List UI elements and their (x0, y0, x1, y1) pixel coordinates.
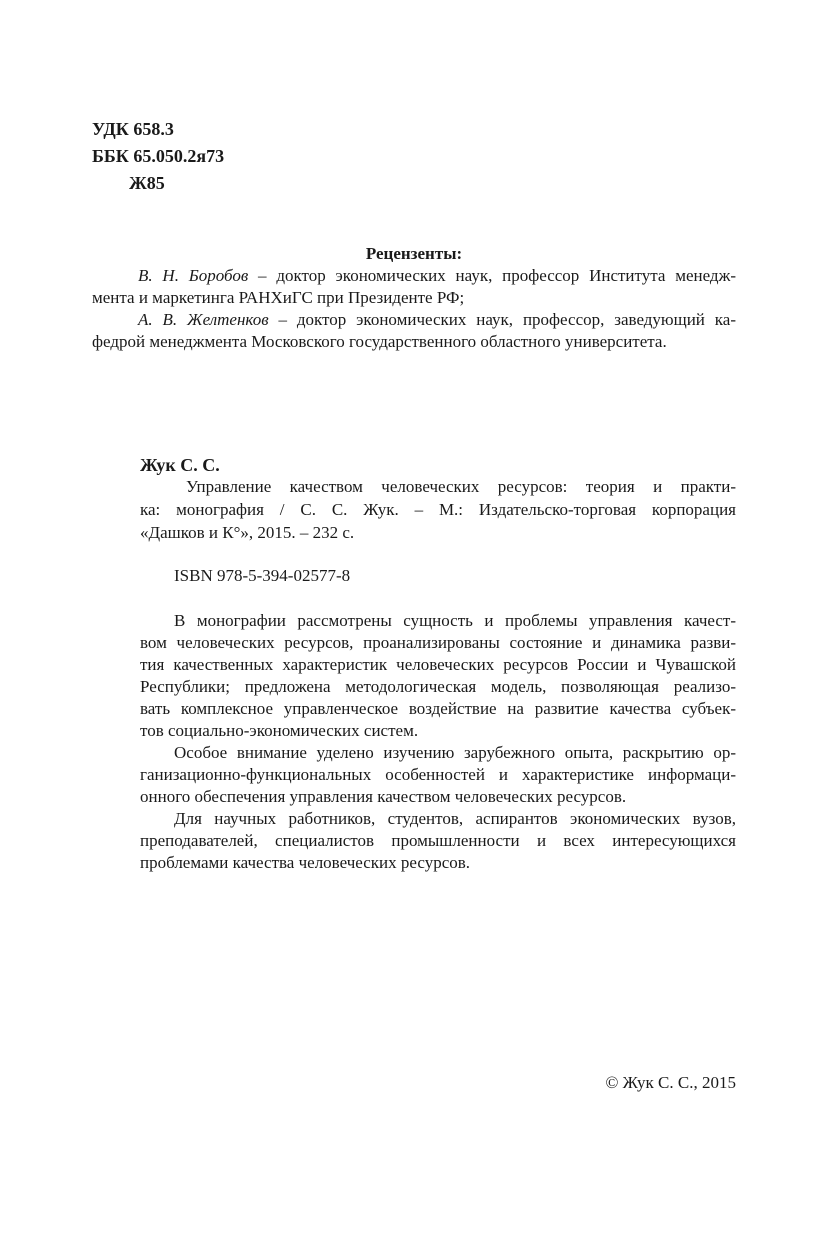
reviewer-1-name: В. Н. Боробов (138, 266, 249, 285)
annotation-line: Для научных работников, студентов, аспирантов экономических вузов, (174, 809, 736, 828)
annotation-line: вом человеческих ресурсов, проанализированы состояние и динамика разви- (140, 633, 736, 652)
author-heading: Жук С. С. (140, 455, 220, 475)
reviewers-heading: Рецензенты: (365, 244, 463, 263)
annotation-line: Республики; предложена методологическая модель, позволяющая реализо- (140, 677, 736, 696)
annotation-line: онного обеспечения управления качеством человеческих ресурсов. (140, 787, 627, 806)
annotation-line: тов социально-экономических систем. (140, 721, 419, 740)
isbn: ISBN 978-5-394-02577-8 (174, 566, 351, 585)
biblio-line-1: Управление качеством человеческих ресурсов: теория и практи- (186, 477, 736, 496)
reviewer-2-desc-a: – доктор экономических наук, профессор, заведующий ка- (268, 310, 736, 329)
annotation-line: проблемами качества человеческих ресурсов. (140, 853, 471, 872)
reviewer-1-line-2: мента и маркетинга РАНХиГС при Президенте РФ; (92, 288, 465, 307)
biblio-line-3: «Дашков и К°», 2015. – 232 с. (140, 523, 355, 542)
reviewer-2-line-2: федрой менеджмента Московского государственного областного университета. (92, 332, 667, 351)
reviewer-1-line-1 (138, 265, 736, 286)
annotation-line: Особое внимание уделено изучению зарубежного опыта, раскрытию ор- (174, 743, 736, 762)
udk-code: УДК 658.3 (92, 119, 174, 139)
author-mark: Ж85 (129, 173, 165, 193)
annotation-line: ганизационно-функциональных особенностей и характеристике информаци- (140, 765, 736, 784)
annotation-line: вать комплексное управленческое воздействие на развитие качества субъек- (140, 699, 736, 718)
reviewer-2-line-1 (138, 309, 736, 330)
classification-codes (92, 116, 224, 197)
reviewer-1-desc-a: – доктор экономических наук, профессор Института менедж- (248, 266, 736, 285)
biblio-line-2: ка: монография / С. С. Жук. – М.: Издательско-торговая корпорация (140, 500, 736, 519)
reviewer-2-name: А. В. Желтенков (138, 310, 269, 329)
bbk-code: ББК 65.050.2я73 (92, 146, 225, 166)
annotation-line: В монографии рассмотрены сущность и проблемы управления качест- (174, 611, 736, 630)
annotation-line: тия качественных характеристик человеческих ресурсов России и Чувашской (140, 655, 736, 674)
copyright: © Жук С. С., 2015 (605, 1073, 736, 1092)
annotation-line: преподавателей, специалистов промышленности и всех интересующихся (140, 831, 736, 850)
